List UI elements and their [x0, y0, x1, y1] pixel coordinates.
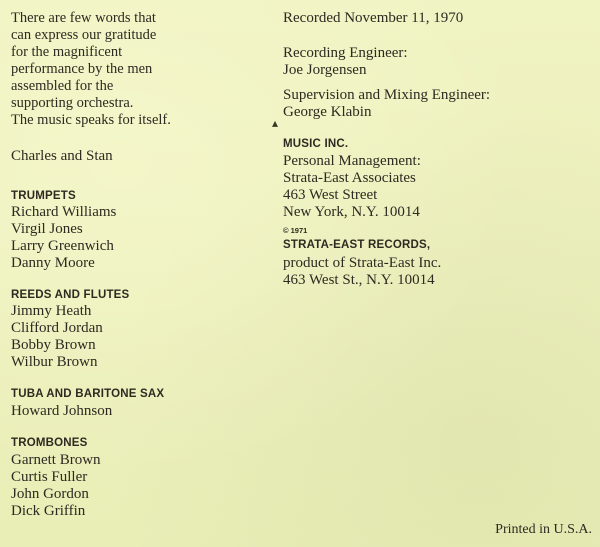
- record-label-line: 463 West St., N.Y. 10014: [283, 272, 435, 288]
- management-line: Strata-East Associates: [283, 170, 416, 186]
- recorded-date: Recorded November 11, 1970: [283, 10, 464, 26]
- musician-name: Clifford Jordan: [11, 320, 103, 336]
- section-title: REEDS AND FLUTES: [11, 289, 130, 301]
- supervision-name: George Klabin: [283, 104, 372, 120]
- stray-mark-icon: ▴: [272, 116, 279, 130]
- recording-engineer-label: Recording Engineer:: [283, 45, 408, 61]
- musician-name: Curtis Fuller: [11, 469, 88, 485]
- intro-line: assembled for the: [11, 78, 114, 94]
- recording-engineer-name: Joe Jorgensen: [283, 62, 367, 78]
- musician-name: John Gordon: [11, 486, 89, 502]
- section-title: TRUMPETS: [11, 190, 76, 202]
- management-line: New York, N.Y. 10014: [283, 204, 420, 220]
- musician-name: Wilbur Brown: [11, 354, 98, 370]
- intro-line: The music speaks for itself.: [11, 112, 171, 128]
- musician-name: Virgil Jones: [11, 221, 83, 237]
- musician-name: Dick Griffin: [11, 503, 86, 519]
- musician-name: Danny Moore: [11, 255, 95, 271]
- intro-line: can express our gratitude: [11, 27, 157, 43]
- music-inc-heading: MUSIC INC.: [283, 138, 349, 150]
- musician-name: Garnett Brown: [11, 452, 101, 468]
- record-label-heading: STRATA-EAST RECORDS,: [283, 239, 431, 251]
- management-line: 463 West Street: [283, 187, 378, 203]
- intro-line: There are few words that: [11, 10, 156, 26]
- musician-name: Richard Williams: [11, 204, 117, 220]
- copyright-notice: © 1971: [283, 226, 308, 235]
- signature: Charles and Stan: [11, 148, 113, 164]
- musician-name: Howard Johnson: [11, 403, 113, 419]
- intro-line: performance by the men: [11, 61, 153, 77]
- printed-in-usa: Printed in U.S.A.: [495, 522, 592, 537]
- musician-name: Jimmy Heath: [11, 303, 92, 319]
- supervision-label: Supervision and Mixing Engineer:: [283, 87, 491, 103]
- musician-name: Bobby Brown: [11, 337, 96, 353]
- section-title: TUBA AND BARITONE SAX: [11, 388, 165, 400]
- intro-line: supporting orchestra.: [11, 95, 134, 111]
- musician-name: Larry Greenwich: [11, 238, 114, 254]
- intro-line: for the magnificent: [11, 44, 123, 60]
- section-title: TROMBONES: [11, 437, 88, 449]
- record-label-line: product of Strata-East Inc.: [283, 255, 442, 271]
- management-line: Personal Management:: [283, 153, 421, 169]
